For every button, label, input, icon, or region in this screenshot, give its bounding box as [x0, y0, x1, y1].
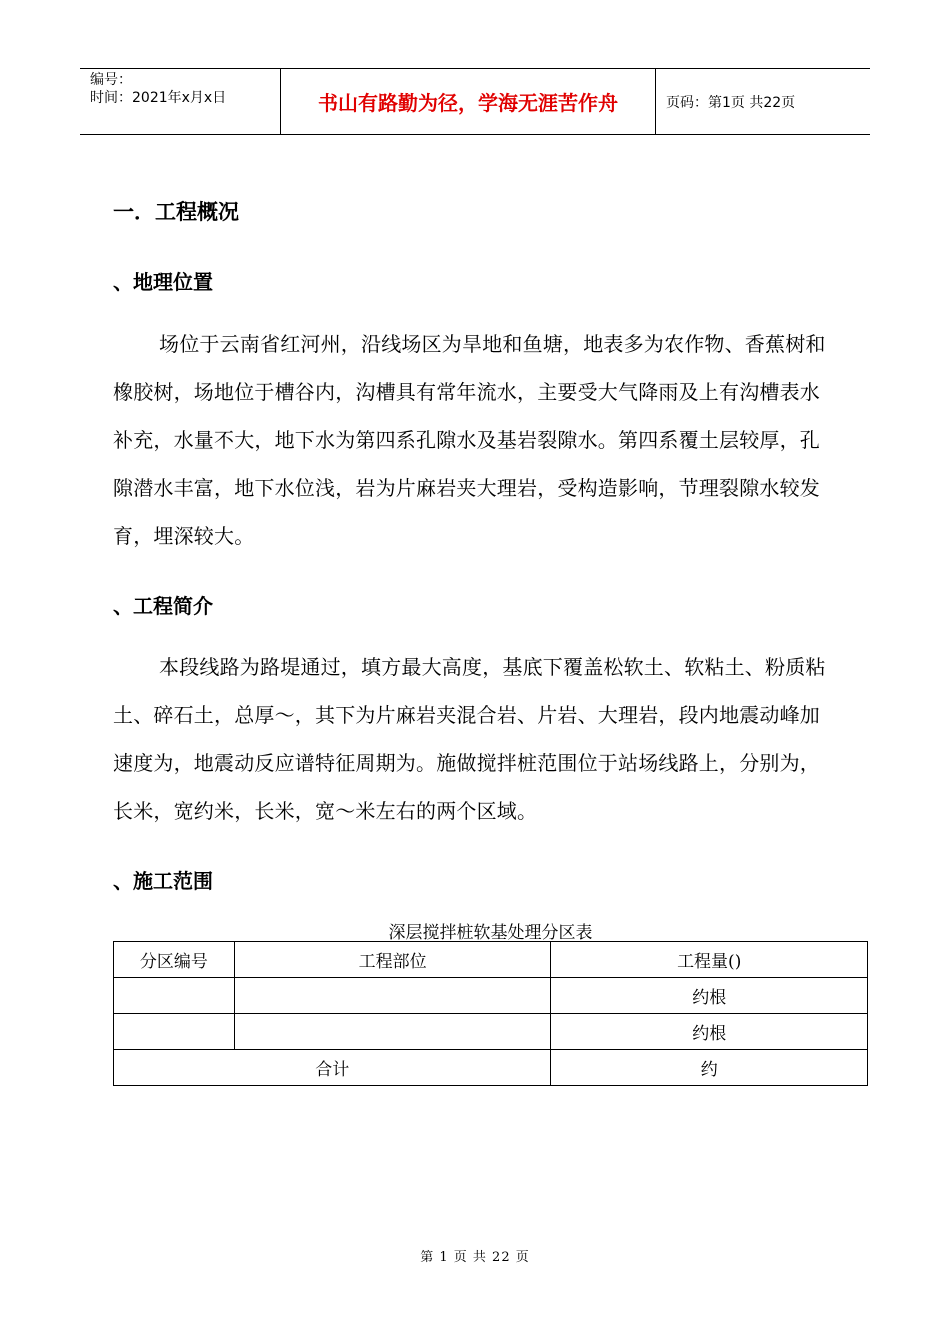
- table-header-cell: 工程量(): [551, 942, 868, 978]
- document-date-label: 时间：2021年x月x日: [90, 90, 227, 106]
- header-motto: 书山有路勤为径，学海无涯苦作舟: [281, 69, 656, 134]
- page-footer: 第 1 页 共 22 页: [420, 1250, 530, 1265]
- table-cell: [114, 1014, 235, 1050]
- table-total-row: [114, 1050, 868, 1086]
- table-cell: [234, 978, 551, 1014]
- page-header: [80, 68, 870, 135]
- table-caption: 深层搅拌桩软基处理分区表: [388, 923, 593, 943]
- section-title-overview: 一．工程概况: [113, 200, 239, 224]
- paragraph-intro: 本段线路为路堤通过，填方最大高度，基底下覆盖松软土、软粘土、粉质粘土、碎石土，总厚～，其下为片麻岩夹混合岩、片岩、大理岩，段内地震动峰加速度为，地震动反应谱特征周期为。施做搅拌桩范围位于站场线路上，分别为，长米，宽约米，长米，宽～米左右的两个区域。: [113, 655, 826, 823]
- subsection-title-scope: 、施工范围: [113, 869, 213, 893]
- table-header-cell: 工程部位: [234, 942, 551, 978]
- table-header-cell: 分区编号: [114, 942, 235, 978]
- table-row: [114, 1014, 868, 1050]
- subsection-title-intro: 、工程简介: [113, 594, 213, 618]
- header-page-number: 页码：第1页 共22页: [666, 94, 796, 111]
- table-cell: [114, 978, 235, 1014]
- document-number-label: 编号：: [90, 72, 132, 88]
- zone-table: [113, 941, 868, 1086]
- header-meta: [80, 69, 281, 134]
- table-row: [114, 978, 868, 1014]
- subsection-title-location: 、地理位置: [113, 270, 213, 294]
- table-total-label: 合计: [114, 1050, 551, 1086]
- table-total-value: 约: [551, 1050, 868, 1086]
- paragraph-location: 场位于云南省红河州，沿线场区为旱地和鱼塘，地表多为农作物、香蕉树和橡胶树，场地位于槽谷内，沟槽具有常年流水，主要受大气降雨及上有沟槽表水补充，水量不大，地下水为第四系孔隙水及基岩裂隙水。第四系覆土层较厚，孔隙潜水丰富，地下水位浅，岩为片麻岩夹大理岩，受构造影响，节理裂隙水较发育，埋深较大。: [113, 332, 826, 548]
- table-cell: [234, 1014, 551, 1050]
- table-cell: 约根: [551, 978, 868, 1014]
- table-cell: 约根: [551, 1014, 868, 1050]
- table-header-row: [114, 942, 868, 978]
